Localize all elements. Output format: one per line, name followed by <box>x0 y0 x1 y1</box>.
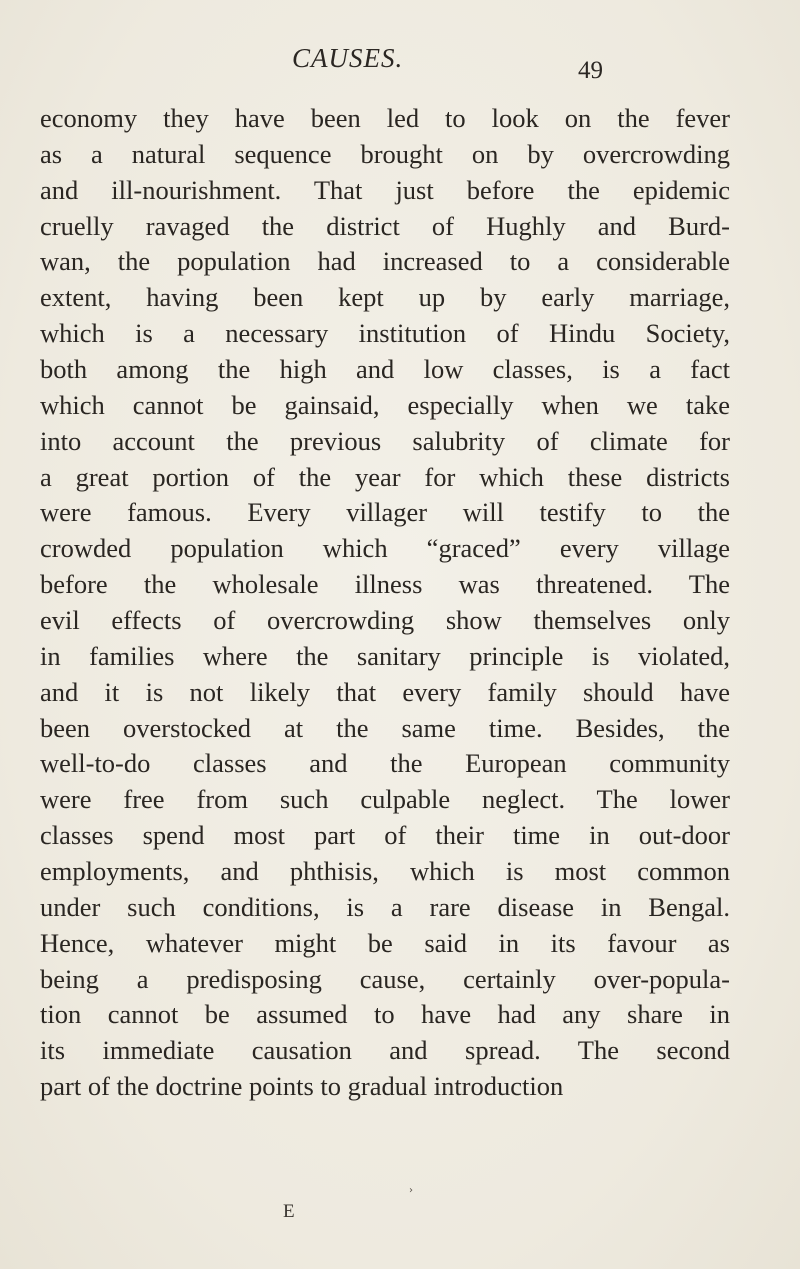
text-line: being a predisposing cause, certainly over-popula- <box>40 963 730 994</box>
text-line: been overstocked at the same time. Besides, the <box>40 712 730 743</box>
text-line: were free from such culpable neglect. The lower <box>40 784 730 815</box>
text-line: and it is not likely that every family should have <box>40 676 730 707</box>
text-line: employments, and phthisis, which is most common <box>40 856 730 887</box>
text-line: under such conditions, is a rare disease in Bengal. <box>40 891 730 922</box>
text-line: well-to-do classes and the European community <box>40 748 730 779</box>
text-line: economy they have been led to look on the fever <box>40 103 730 133</box>
text-line: evil effects of overcrowding show themselves only <box>40 605 730 636</box>
running-title: CAUSES. <box>292 43 404 73</box>
body-text <box>40 101 730 1105</box>
text-line: extent, having been kept up by early marriage, <box>40 282 730 313</box>
text-line: its immediate causation and spread. The second <box>40 1035 730 1066</box>
page-number: 49 <box>578 57 603 84</box>
text-line: a great portion of the year for which these districts <box>40 461 730 492</box>
text-line: as a natural sequence brought on by overcrowding <box>40 138 730 169</box>
text-line: classes spend most part of their time in out-door <box>40 820 730 851</box>
text-line: wan, the population had increased to a considerable <box>40 246 730 277</box>
text-line: in families where the sanitary principle is violated, <box>40 640 730 671</box>
text-line: into account the previous salubrity of climate for <box>40 425 730 456</box>
text-line: before the wholesale illness was threatened. The <box>40 569 730 600</box>
text-line: crowded population which “graced” every village <box>40 533 730 564</box>
text-line: both among the high and low classes, is a fact <box>40 354 730 385</box>
text-line: which cannot be gainsaid, especially when we take <box>40 389 730 420</box>
text-line: Hence, whatever might be said in its favour as <box>40 927 730 958</box>
printer-caret-mark: › <box>409 1185 413 1196</box>
text-line: cruelly ravaged the district of Hughly and Burd- <box>40 210 730 241</box>
text-line: and ill-nourishment. That just before the epidemic <box>40 174 730 205</box>
text-line: part of the doctrine points to gradual introduction <box>40 1071 564 1102</box>
text-line: which is a necessary institution of Hindu Society, <box>40 318 730 349</box>
signature-mark: E <box>283 1201 295 1222</box>
text-line: were famous. Every villager will testify to the <box>40 497 730 528</box>
running-head <box>0 43 800 83</box>
text-line: tion cannot be assumed to have had any share in <box>40 999 730 1030</box>
